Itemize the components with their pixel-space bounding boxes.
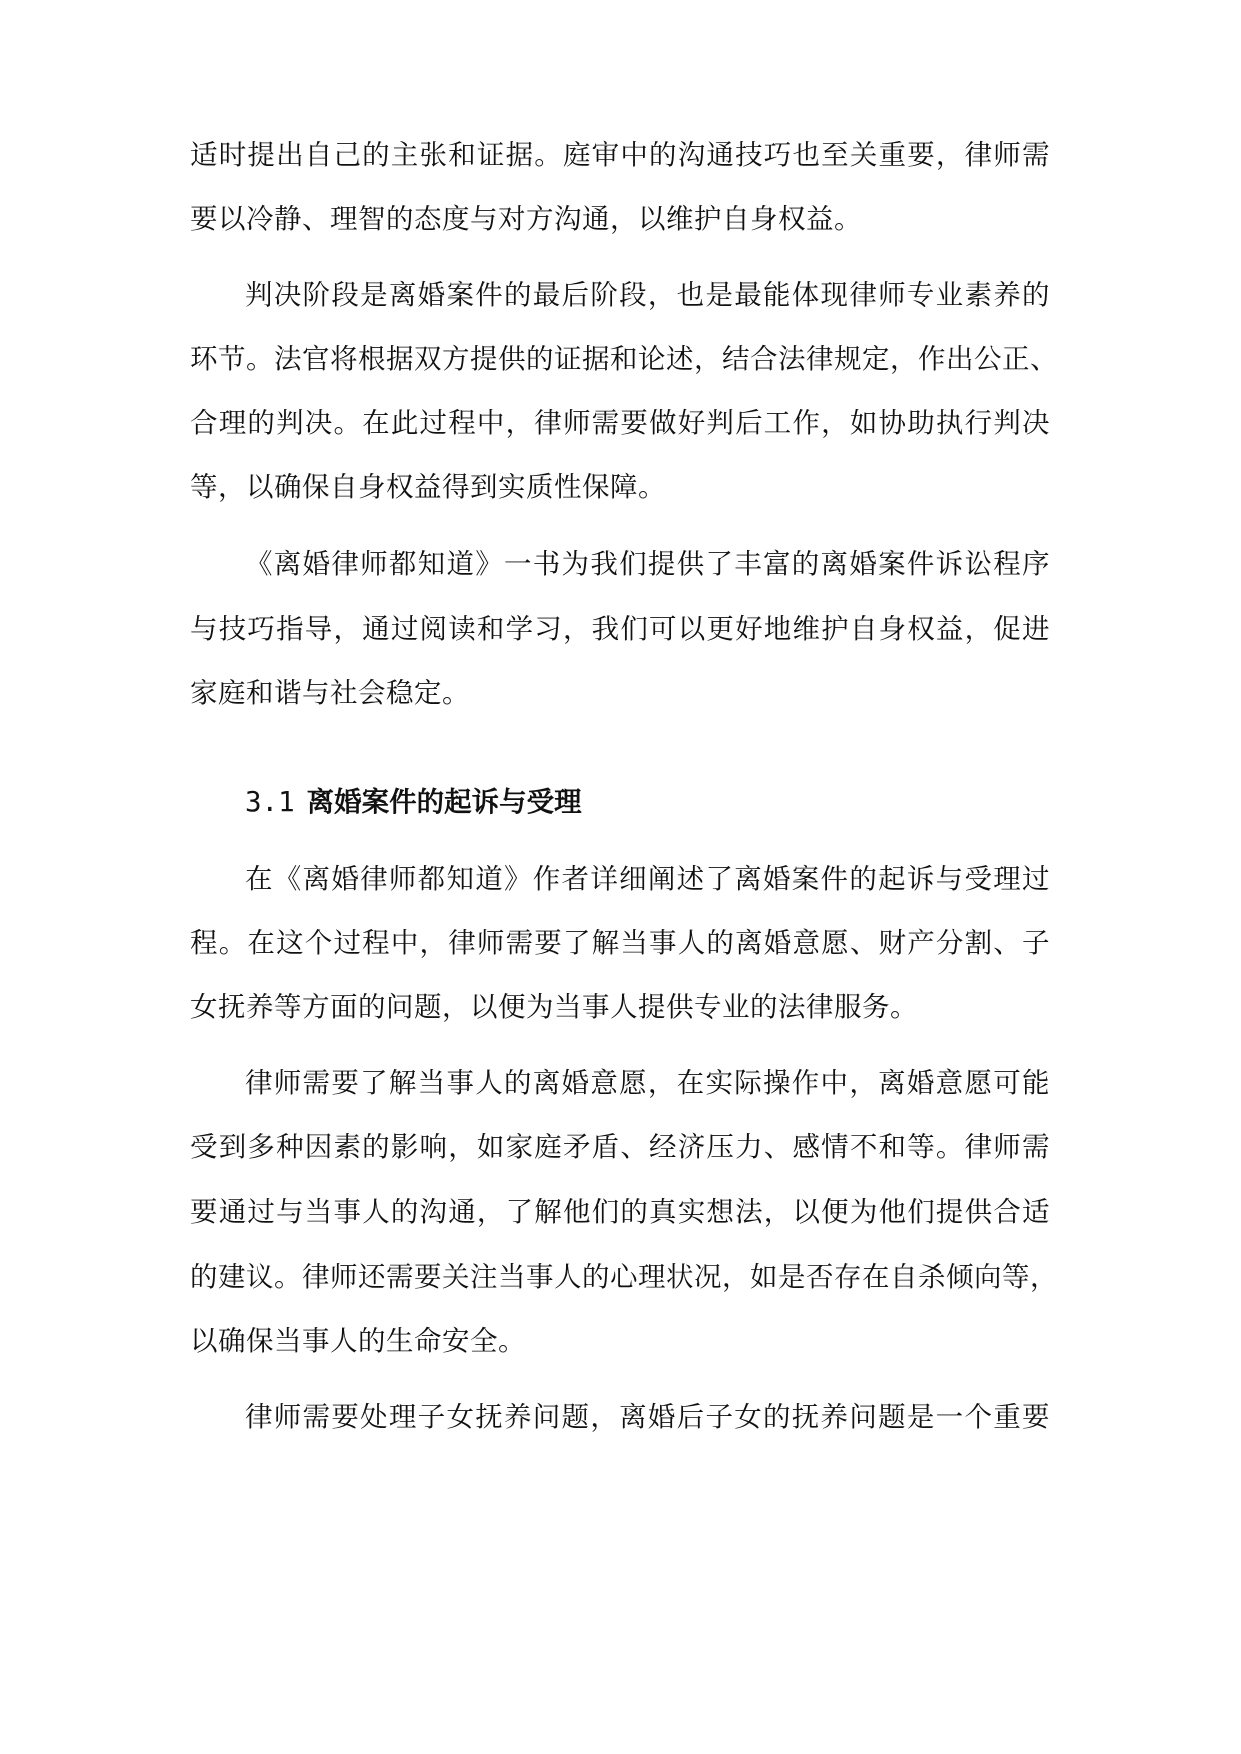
section-paragraph-1-line-2: 程。在这个过程中，律师需要了解当事人的离婚意愿、财产分割、子	[190, 927, 1050, 959]
paragraph-1-line-1: 适时提出自己的主张和证据。庭审中的沟通技巧也至关重要，律师需	[190, 139, 1050, 171]
paragraph-1-line-2: 要以冷静、理智的态度与对方沟通，以维护自身权益。	[190, 203, 862, 235]
paragraph-2-line-2: 环节。法官将根据双方提供的证据和论述，结合法律规定，作出公正、	[190, 343, 1058, 375]
section-title: 离婚案件的起诉与受理	[306, 786, 582, 818]
section-paragraph-2-line-2: 受到多种因素的影响，如家庭矛盾、经济压力、感情不和等。律师需	[190, 1131, 1050, 1163]
section-paragraph-1-line-1: 在《离婚律师都知道》作者详细阐述了离婚案件的起诉与受理过	[245, 863, 1050, 895]
section-heading	[245, 785, 582, 819]
section-paragraph-1-line-3: 女抚养等方面的问题，以便为当事人提供专业的法律服务。	[190, 991, 918, 1023]
section-paragraph-2-line-5: 以确保当事人的生命安全。	[190, 1325, 526, 1357]
section-paragraph-3-line-1: 律师需要处理子女抚养问题，离婚后子女的抚养问题是一个重要	[245, 1401, 1050, 1433]
paragraph-2-line-1: 判决阶段是离婚案件的最后阶段，也是最能体现律师专业素养的	[245, 279, 1050, 311]
section-number: 3.1	[245, 786, 295, 818]
paragraph-3-line-2: 与技巧指导，通过阅读和学习，我们可以更好地维护自身权益，促进	[190, 613, 1050, 645]
paragraph-3-line-3: 家庭和谐与社会稳定。	[190, 677, 470, 709]
section-paragraph-2-line-1: 律师需要了解当事人的离婚意愿，在实际操作中，离婚意愿可能	[245, 1067, 1050, 1099]
section-paragraph-2-line-4: 的建议。律师还需要关注当事人的心理状况，如是否存在自杀倾向等，	[190, 1261, 1058, 1293]
paragraph-2-line-3: 合理的判决。在此过程中，律师需要做好判后工作，如协助执行判决	[190, 407, 1050, 439]
paragraph-2-line-4: 等，以确保自身权益得到实质性保障。	[190, 471, 666, 503]
section-paragraph-2-line-3: 要通过与当事人的沟通，了解他们的真实想法，以便为他们提供合适	[190, 1196, 1050, 1228]
paragraph-3-line-1: 《离婚律师都知道》一书为我们提供了丰富的离婚案件诉讼程序	[245, 548, 1050, 580]
